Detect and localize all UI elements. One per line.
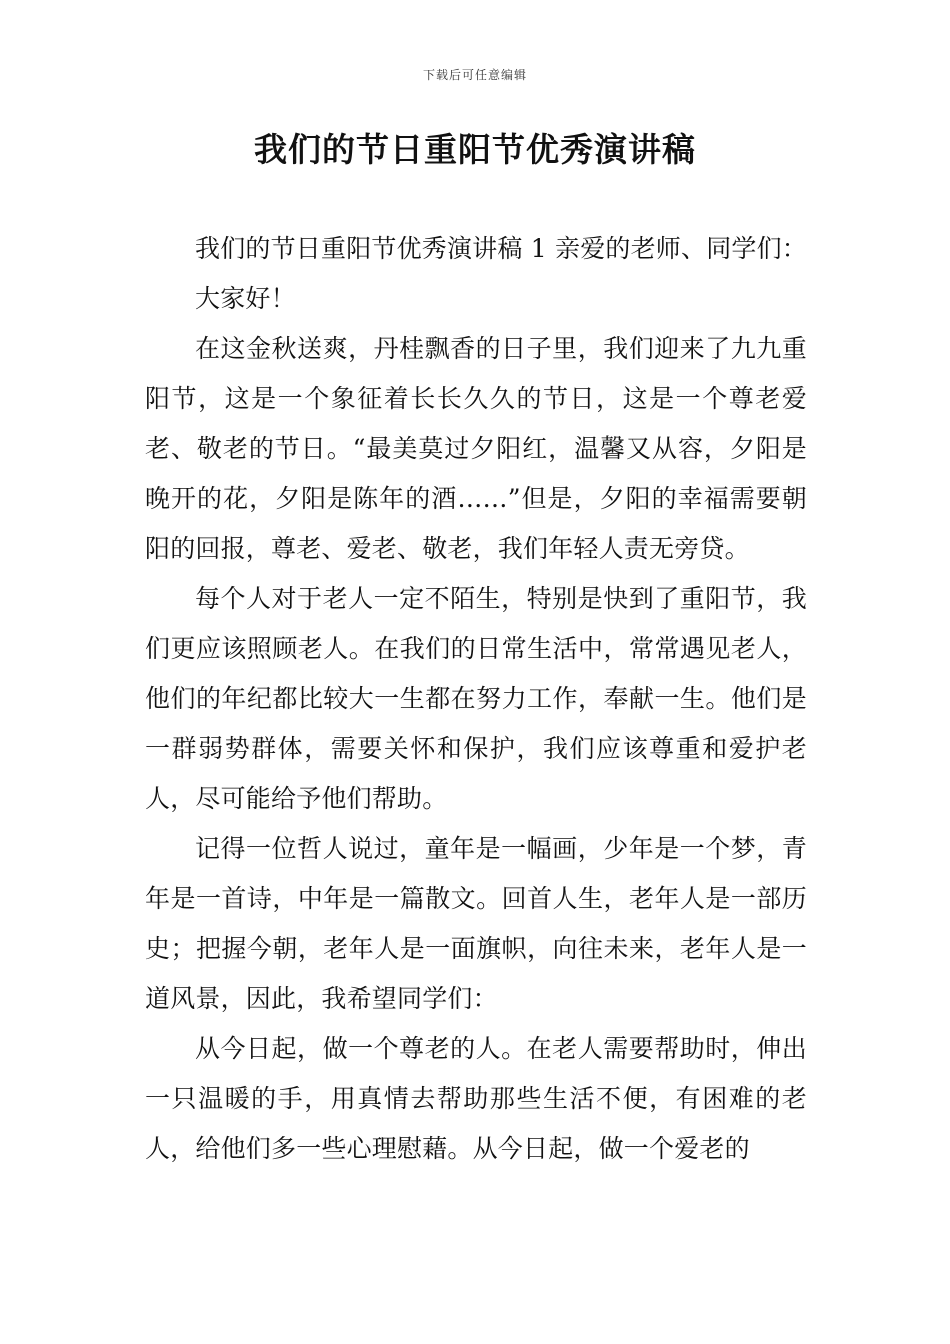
document-title: 我们的节日重阳节优秀演讲稿 (254, 130, 696, 169)
paragraph-care-elderly: 每个人对于老人一定不陌生，特别是快到了重阳节，我们更应该照顾老人。在我们的日常生活中，常常遇见老人，他们的年纪都比较大一生都在努力工作，奉献一生。他们是一群弱势群体，需要关怀和保护，我们应该尊重和爱护老人，尽可能给予他们帮助。 (145, 584, 807, 813)
paragraph-philosopher-quote: 记得一位哲人说过，童年是一幅画，少年是一个梦，青年是一首诗，中年是一篇散文。回首人生，老年人是一部历史；把握今朝，老年人是一面旗帜，向往未来，老年人是一道风景，因此，我希望同学们： (145, 834, 807, 1013)
paragraph-intro: 在这金秋送爽，丹桂飘香的日子里，我们迎来了九九重阳节，这是一个象征着长长久久的节日，这是一个尊老爱老、敬老的节日。“最美莫过夕阳红，温馨又从容，夕阳是晚开的花，夕阳是陈年的酒……”但是，夕阳的幸福需要朝阳的回报，尊老、爱老、敬老，我们年轻人责无旁贷。 (145, 334, 807, 563)
document-body (145, 224, 807, 1174)
paragraph-greeting: 我们的节日重阳节优秀演讲稿 1 亲爱的老师、同学们： (195, 234, 808, 263)
header-note: 下载后可任意编辑 (422, 68, 527, 82)
paragraph-from-today: 从今日起，做一个尊老的人。在老人需要帮助时，伸出一只温暖的手，用真情去帮助那些生活不便，有困难的老人，给他们多一些心理慰藉。从今日起，做一个爱老的 (145, 1034, 807, 1163)
paragraph-hello: 大家好！ (195, 284, 296, 313)
